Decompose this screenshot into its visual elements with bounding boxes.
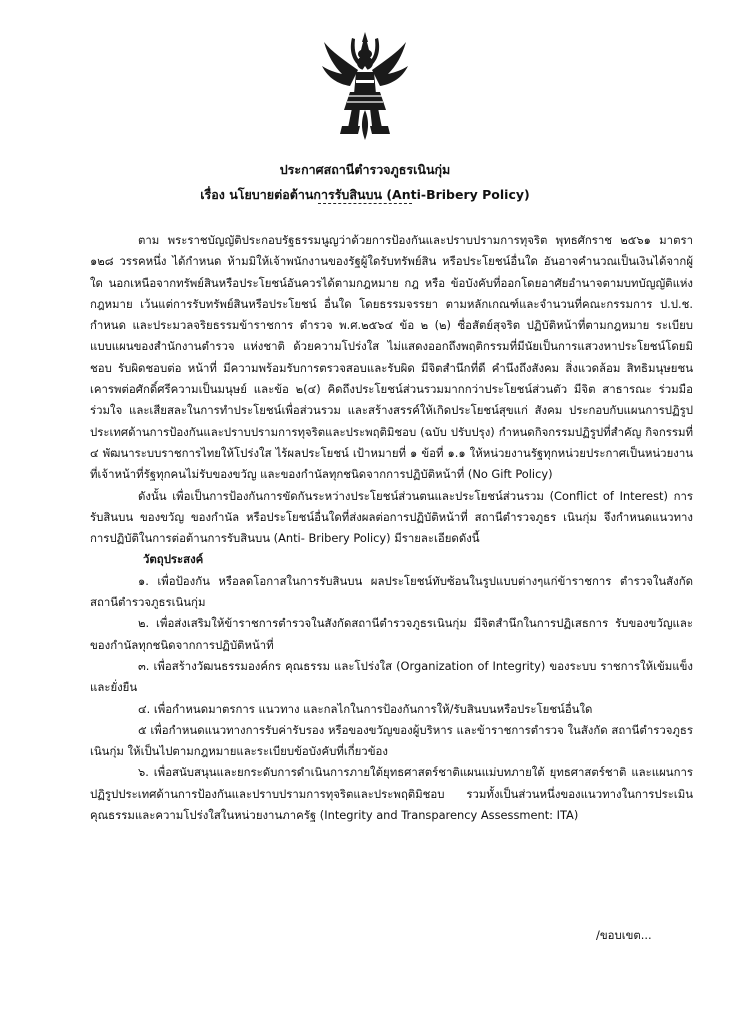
objective-item: ๖. เพื่อสนับสนุนและยกระดับการดำเนินการภายใต้ยุทธศาสตร์ชาติแผนแม่บทภายใต้ ยุทธศาสตร์ชาติ และแผนการปฏิรูปประเทศด้านการป้องกันและปราบปรามการทุจริตและประพฤติมิชอบ รวมทั้งเป็นส่วนหนึ่งของแนวทางในการประเมินคุณธรรมและความโปร่งใสในหน่วยงานภาครัฐ (Integrity and Transparency Assessment: ITA): [90, 765, 693, 823]
announcement-subject: เรื่อง นโยบายต่อต้านการรับสินบน (Anti-Bribery Policy): [200, 187, 530, 202]
objective-item: ๒. เพื่อส่งเสริมให้ข้าราชการตำรวจในสังกัดสถานีตำรวจภูธรเนินกุ่ม มีจิตสำนึกในการปฏิเสธการ รับของขวัญและของกำนัลทุกชนิดจากการปฏิบัติหน้าที่: [90, 616, 693, 652]
intro-paragraph: ตาม พระราชบัญญัติประกอบรัฐธรรมนูญว่าด้วยการป้องกันและปราบปรามการทุจริต พุทธศักราช ๒๕๖๑ มาตรา ๑๒๘ วรรคหนึ่ง ได้กำหนด ห้ามมิให้เจ้าพนักงานของรัฐผู้ใดรับทรัพย์สิน หรือประโยชน์อื่นใด อันอาจคำนวณเป็นเงินได้จากผู้ใด นอกเหนือจากทรัพย์สินหรือประโยชน์อันควรได้ตามกฎหมาย กฎ หรือ ข้อบังคับที่ออกโดยอาศัยอำนาจตามบทบัญญัติแห่งกฎหมาย เว้นแต่การรับทรัพย์สินหรือประโยชน์ อื่นใด โดยธรรมจรรยา ตามหลักเกณฑ์และจำนวนที่คณะกรรมการ ป.ป.ช. กำหนด และประมวลจริยธรรมข้าราชการ ตำรวจ พ.ศ.๒๕๖๔ ข้อ ๒ (๒) ซื่อสัตย์สุจริต ปฏิบัติหน้าที่ตามกฎหมาย ระเบียบแบบแผนของสำนักงานตำรวจ แห่งชาติ ด้วยความโปร่งใส ไม่แสดงออกถึงพฤติกรรมที่มีนัยเป็นการแสวงหาประโยชน์โดยมิชอบ รับผิดชอบต่อ หน้าที่ มีความพร้อมรับการตรวจสอบและรับผิด มีจิตสำนึกที่ดี คำนึงถึงสังคม สิ่งแวดล้อม สิทธิมนุษยชน เคารพต่อศักดิ์ศรีความเป็นมนุษย์ และข้อ ๒(๔) คิดถึงประโยชน์ส่วนรวมมากกว่าประโยชน์ส่วนตัว มีจิต สาธารณะ ร่วมมือ ร่วมใจ และเสียสละในการทำประโยชน์เพื่อส่วนรวม และสร้างสรรค์ให้เกิดประโยชน์สุขแก่ สังคม ประกอบกับแผนการปฏิรูปประเทศด้านการป้องกันและปราบปรามการทุจริตและประพฤติมิชอบ (ฉบับ ปรับปรุง) กำหนดกิจกรรมปฏิรูปที่สำคัญ กิจกรรมที่ ๔ พัฒนาระบบราชการไทยให้โปร่งใส ไร้ผลประโยชน์ เป้าหมายที่ ๑ ข้อที่ ๑.๑ ให้หน่วยงานรัฐทุกหน่วยประกาศเป็นหน่วยงานที่เจ้าหน้าที่รัฐทุกคนไม่รับของขวัญ และของกำนัลทุกชนิดจากการปฏิบัติหน้าที่ (No Gift Policy): [90, 233, 693, 482]
objective-item: ๕ เพื่อกำหนดแนวทางการรับค่ารับรอง หรือของขวัญของผู้บริหาร และข้าราชการตำรวจ ในสังกัด สถานีตำรวจภูธรเนินกุ่ม ให้เป็นไปตามกฎหมายและระเบียบข้อบังคับที่เกี่ยวข้อง: [90, 722, 693, 759]
title-divider: [318, 203, 412, 204]
therefore-paragraph: ดังนั้น เพื่อเป็นการป้องกันการขัดกันระหว่างประโยชน์ส่วนตนและประโยชน์ส่วนรวม (Conflict of Interest) การรับสินบน ของขวัญ ของกำนัล หรือประโยชน์อื่นใดที่ส่งผลต่อการปฏิบัติหน้าที่ สถานีตำรวจภูธร เนินกุ่ม จึงกำหนดแนวทางการปฏิบัติในการต่อต้านการรับสินบน (Anti- Bribery Policy) มีรายละเอียดดังนี้: [90, 488, 693, 546]
announcement-title: ประกาศสถานีตำรวจภูธรเนินกุ่ม: [279, 162, 451, 177]
announcement-body: [90, 230, 693, 826]
garuda-emblem-icon: [320, 30, 410, 142]
continued-marker: /ขอบเขต...: [596, 928, 652, 942]
objective-item: ๑. เพื่อป้องกัน หรือลดโอกาสในการรับสินบน ผลประโยชน์ทับซ้อนในรูปแบบต่างๆแก่ข้าราชการ ตำรวจในสังกัดสถานีตำรวจภูธรเนินกุ่ม: [90, 573, 693, 610]
objective-item: ๓. เพื่อสร้างวัฒนธรรมองค์กร คุณธรรม และโปร่งใส (Organization of Integrity) ของระบบ ราชการให้เข้มแข็งและยั่งยืน: [90, 658, 693, 695]
objective-item: ๔. เพื่อกำหนดมาตรการ แนวทาง และกลไกในการป้องกันการให้/รับสินบนหรือประโยชน์อื่นใด: [138, 701, 593, 716]
objectives-heading: วัตถุประสงค์: [143, 552, 204, 567]
